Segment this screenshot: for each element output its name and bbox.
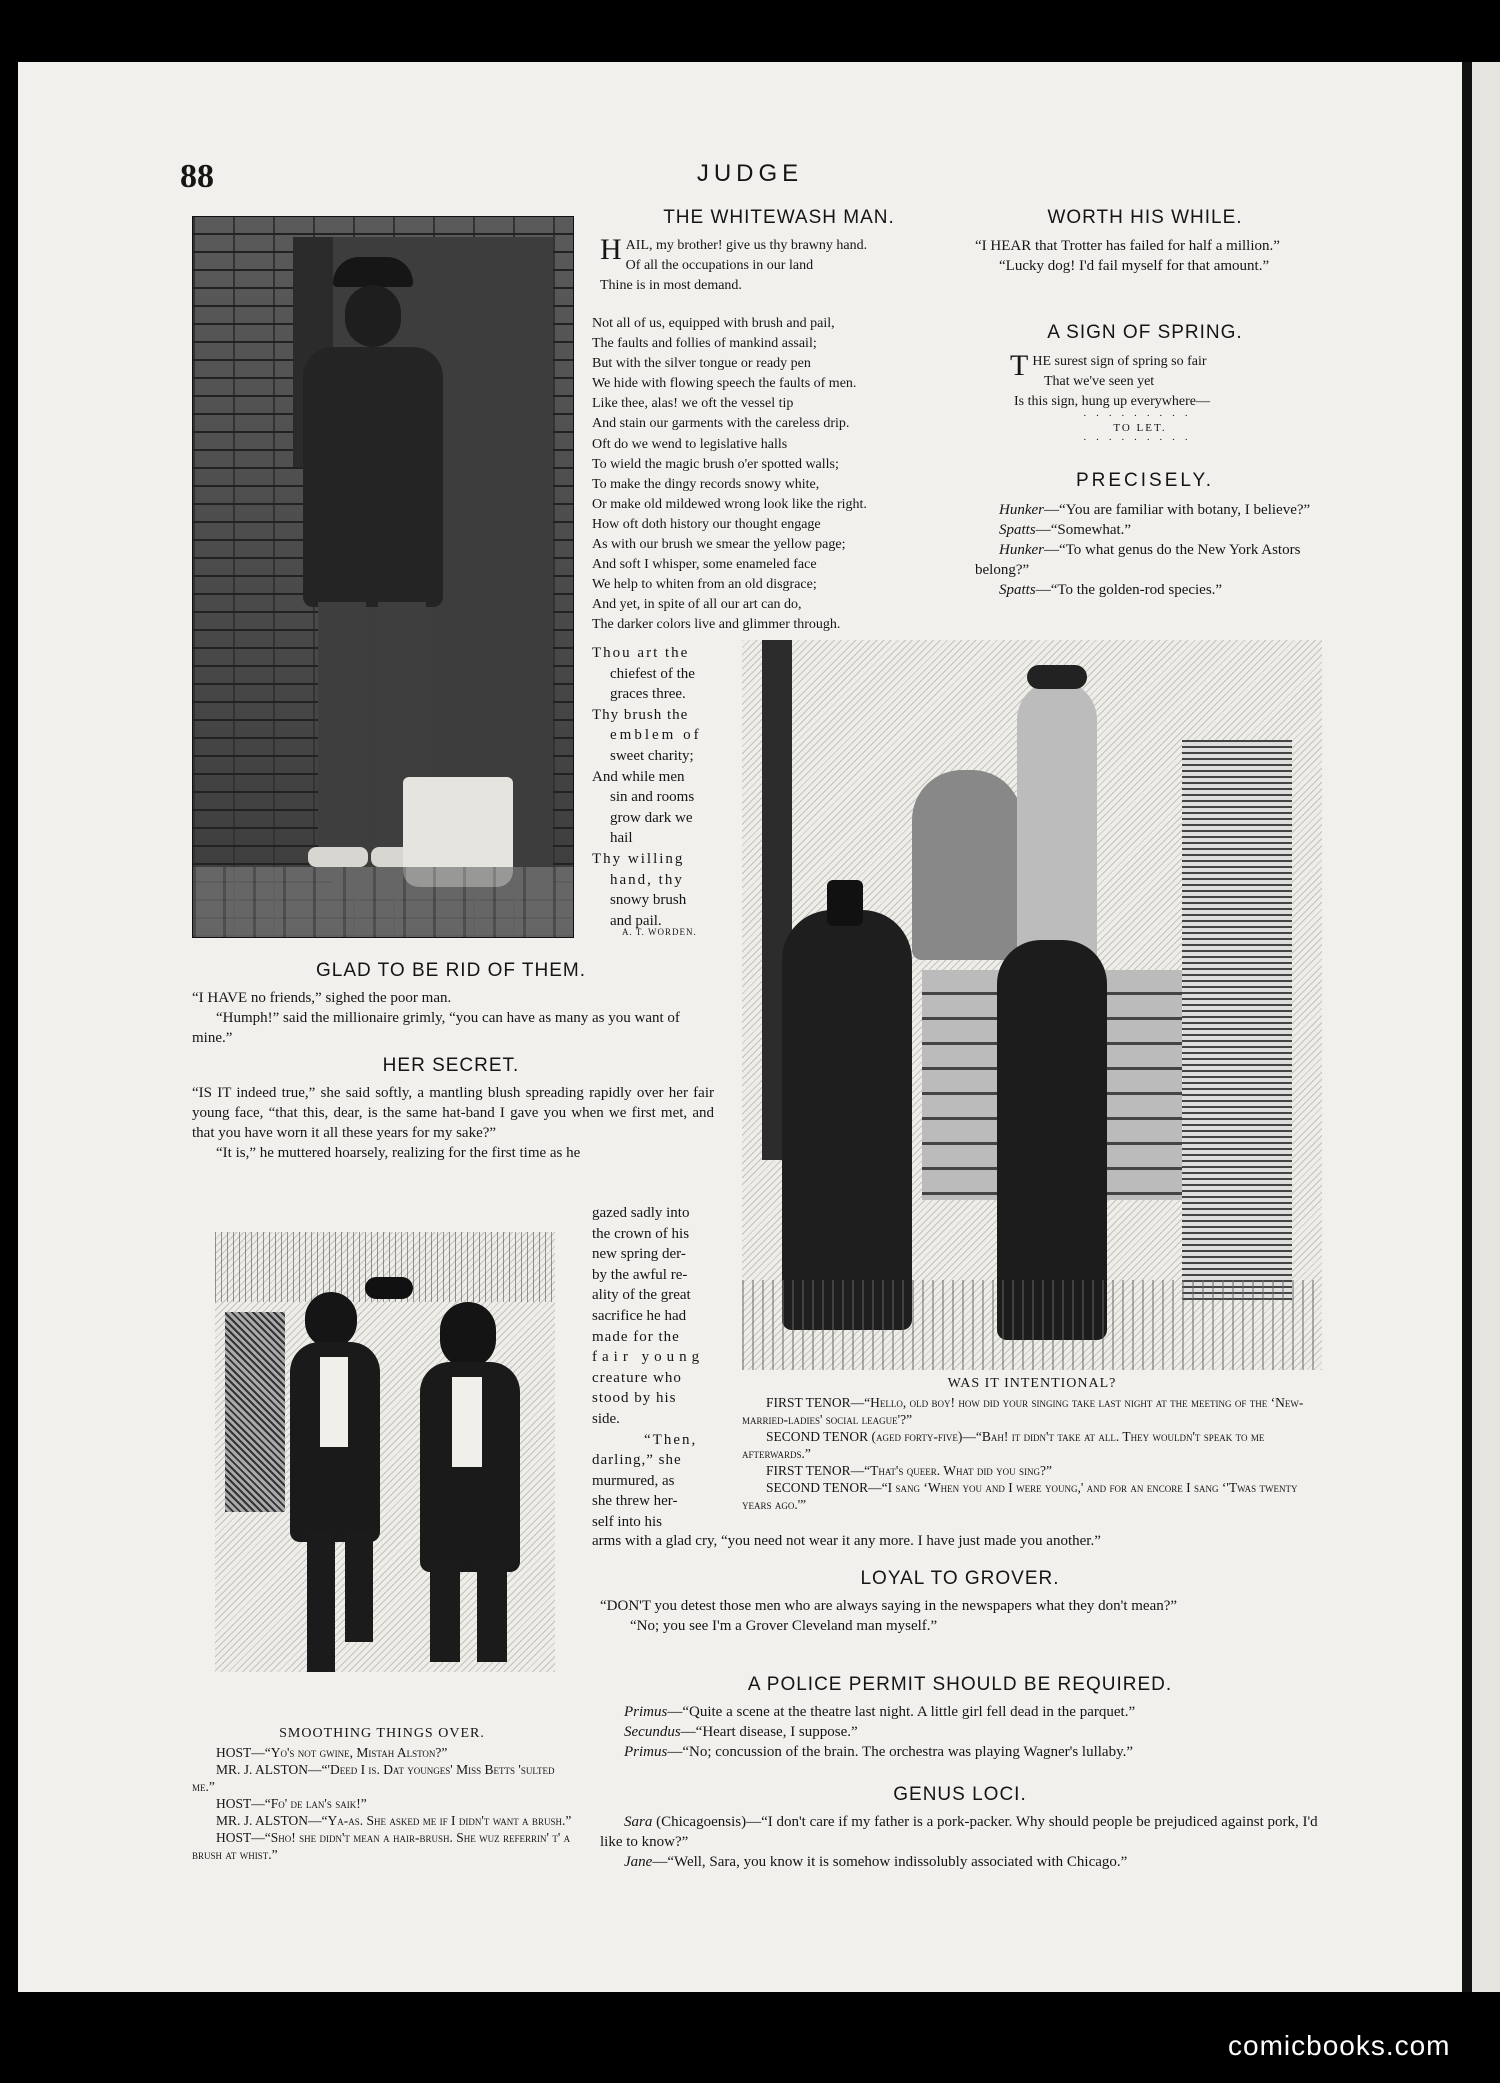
secret-paragraph-end: arms with a glad cry, “you need not wear it any more. I have just made you another.” [592,1533,1101,1549]
whitewash-opening [600,233,980,296]
poem-line: But with the silver tongue or ready pen [592,356,811,372]
whitewash-line: Of all the occupations in our land [625,258,814,274]
site-watermark: comicbooks.com [1228,2030,1451,2061]
dialog-line: —“Well, Sara, you know it is somehow indissolubly associated with Chicago.” [652,1854,1128,1870]
speaker-name: Hunker [999,542,1044,558]
poem-line: To wield the magic brush o'er spotted walls; [592,456,839,472]
author-credit: A. T. WORDEN. [622,927,697,937]
masthead: JUDGE [696,160,804,187]
poem-line: How oft doth history our thought engage [592,516,821,532]
spring-line: That we've seen yet [1044,374,1155,390]
poem-line: hail [610,830,633,847]
secret-line: self into his [592,1513,662,1530]
intentional-title: WAS IT INTENTIONAL? [947,1376,1117,1391]
poem-line: Thy willing [592,850,685,867]
speaker-name: Jane [624,1854,653,1870]
whitewash-man-photo [192,216,574,938]
poem-line: The faults and follies of mankind assail; [592,336,817,352]
speaker-name: Primus [624,1704,668,1720]
poem-line: chiefest of the [610,665,695,682]
spring-dropcap: T [1010,349,1029,382]
precisely-title: PRECISELY. [1075,470,1215,491]
whitewash-dropcap: H [600,233,622,266]
speaker-name: Spatts [999,522,1036,538]
poem-line: Like thee, alas! we oft the vessel tip [592,396,794,412]
secret-line: stood by his [592,1390,677,1407]
secret-line: darling,” she [592,1452,682,1469]
page-number: 88 [180,158,214,195]
poem-line: Oft do we wend to legislative halls [592,436,788,452]
poem-line: As with our brush we smear the yellow page; [592,537,846,553]
smoothing-illustration [215,1232,555,1672]
secret-title: HER SECRET. [382,1055,520,1076]
poem-line: and pail. [610,912,662,929]
poem-line: And while men [592,768,685,785]
secret-narrow-column [592,1203,714,1533]
dialog-line: HOST—“Yo's not gwine, Mistah Alston?” [216,1745,448,1760]
whitewash-line: AIL, my brother! give us thy brawny hand. [625,238,868,253]
page-gutter [1462,62,1472,1992]
dialog-line: —“You are familiar with botany, I believe?” [1044,502,1311,518]
secret-paragraph: “It is,” he muttered hoarsely, realizing for the first time as he [216,1145,581,1161]
poem-line: hand, thy [610,871,684,888]
glad-line: “Humph!” said the millionaire grimly, “you can have as many as you want of mine.” [192,1010,680,1046]
poem-line: We hide with flowing speech the faults of men. [592,376,857,392]
secret-line: side. [592,1410,620,1427]
secret-line: creature who [592,1369,682,1386]
poem-line: The darker colors live and glimmer through. [592,617,841,633]
poem-line: And stain our garments with the careless drip. [592,416,850,432]
genus-text [600,1812,1318,1872]
secret-line: ality of the great [592,1287,691,1304]
speaker-name: Primus [624,1744,668,1760]
poem-line: Thou art the [592,645,690,661]
spring-line: Is this sign, hung up everywhere— [1014,394,1210,410]
dialog-line: MR. J. ALSTON—“'Deed I is. Dat younges' Miss Betts 'sulted me.” [192,1762,555,1794]
loyal-title: LOYAL TO GROVER. [860,1568,1060,1589]
whitewash-line: Thine is in most demand. [600,278,742,294]
genus-title: GENUS LOCI. [893,1784,1027,1805]
poem-line: Thy brush the [592,706,689,723]
poem-line: Or make old mildewed wrong look like the right. [592,496,867,512]
poem-line: To make the dingy records snowy white, [592,476,820,492]
glad-title: GLAD TO BE RID OF THEM. [315,960,587,981]
dialog-line: —“No; concussion of the brain. The orchestra was playing Wagner's lullaby.” [667,1744,1134,1760]
poem-line: sin and rooms [610,789,695,806]
poem-line: graces three. [610,686,686,703]
poem-line: We help to whiten from an old disgrace; [592,577,817,593]
speaker-name: Secundus [624,1724,681,1740]
poem-line: And soft I whisper, some enameled face [592,557,817,573]
intentional-dialog [742,1394,1316,1513]
dialog-line: SECOND TENOR—“I sang ‘When you and I were young,' and for an encore I sang ‘'Twas twenty years ago.'” [742,1480,1298,1512]
worth-text [975,236,1311,276]
smoothing-title: SMOOTHING THINGS OVER. [279,1726,485,1741]
glad-text [192,988,712,1048]
secret-line: by the awful re- [592,1266,688,1283]
secret-line: murmured, as [592,1472,675,1489]
secret-paragraph: “IS IT indeed true,” she said softly, a mantling blush spreading rapidly over her fair young face, “that this, dear, is the same hat-band I gave you when we first met, and that you have worn it all these years for my sake?” [192,1085,714,1141]
whitewash-stanza [592,314,952,636]
loyal-text [600,1596,1318,1636]
speaker-name: Spatts [999,582,1036,598]
loyal-line: “DON'T you detest those men who are always saying in the newspapers what they don't mean?” [600,1598,1178,1614]
smoothing-dialog [192,1744,578,1863]
police-title: A POLICE PERMIT SHOULD BE REQUIRED. [747,1674,1173,1695]
precisely-text [975,500,1311,600]
spring-poem [1010,349,1300,412]
worth-line: “I HEAR that Trotter has failed for half a million.” [975,238,1280,254]
poem-line: And yet, in spite of all our art can do, [592,597,802,613]
spring-title: A SIGN OF SPRING. [1047,322,1243,343]
whitewash-title: THE WHITEWASH MAN. [663,207,895,228]
adjacent-page-edge [1472,62,1500,1992]
dialog-line: FIRST TENOR—“Hello, old boy! how did your singing take last night at the meeting of the ‘New-married-ladies' social league'?” [742,1395,1304,1427]
poem-line: emblem of [610,727,702,744]
worth-title: WORTH HIS WHILE. [1047,207,1243,228]
police-text [600,1702,1318,1762]
secret-line: “Then, [644,1431,698,1448]
poem-line: sweet charity; [610,747,694,764]
secret-text [192,1083,714,1163]
whitewash-narrow-stanza [592,643,714,931]
to-let-sign: ········· TO LET. ········· [1060,410,1220,446]
secret-line: the crown of his [592,1225,690,1242]
speaker-name: Sara [624,1814,653,1830]
secret-line: made for the [592,1328,680,1345]
secret-line: gazed sadly into [592,1205,690,1221]
to-let-text: TO LET. [1113,422,1167,434]
dialog-line: HOST—“Sho! she didn't mean a hair-brush. She wuz referrin' t' a brush at whist.” [192,1830,571,1862]
spring-line: HE surest sign of spring so fair [1032,354,1207,369]
secret-line: fair young [592,1349,705,1366]
dialog-line: —“Heart disease, I suppose.” [680,1724,858,1740]
dialog-line: —“To what genus do the New York Astors belong?” [975,542,1301,578]
dialog-line: —“Quite a scene at the theatre last night. A little girl fell dead in the parquet.” [667,1704,1136,1720]
secret-line: sacrifice he had [592,1307,687,1324]
loyal-line: “No; you see I'm a Grover Cleveland man myself.” [630,1618,938,1634]
dialog-line: (Chicagoensis)—“I don't care if my father is a pork-packer. Why should people be prejudiced against pork, I'd like to know?” [600,1814,1318,1850]
glad-line: “I HAVE no friends,” sighed the poor man. [192,990,452,1006]
dialog-line: HOST—“Fo' de lan's saik!” [216,1796,367,1811]
poem-line: grow dark we [610,809,693,826]
dialog-line: —“Somewhat.” [1035,522,1132,538]
staircase-illustration [742,640,1322,1370]
dialog-line: FIRST TENOR—“That's queer. What did you sing?” [766,1463,1053,1478]
speaker-name: Hunker [999,502,1044,518]
worth-line: “Lucky dog! I'd fail myself for that amount.” [999,258,1270,274]
dialog-line: MR. J. ALSTON—“Ya-as. She asked me if I didn't want a brush.” [216,1813,572,1828]
secret-line: new spring der- [592,1246,686,1263]
poem-line: Not all of us, equipped with brush and pail, [592,316,835,331]
dialog-line: SECOND TENOR (aged forty-five)—“Bah! it didn't take at all. They wouldn't speak to me afterwards.” [742,1429,1265,1461]
secret-line: she threw her- [592,1493,678,1510]
dialog-line: —“To the golden-rod species.” [1035,582,1223,598]
poem-line: snowy brush [610,892,687,909]
